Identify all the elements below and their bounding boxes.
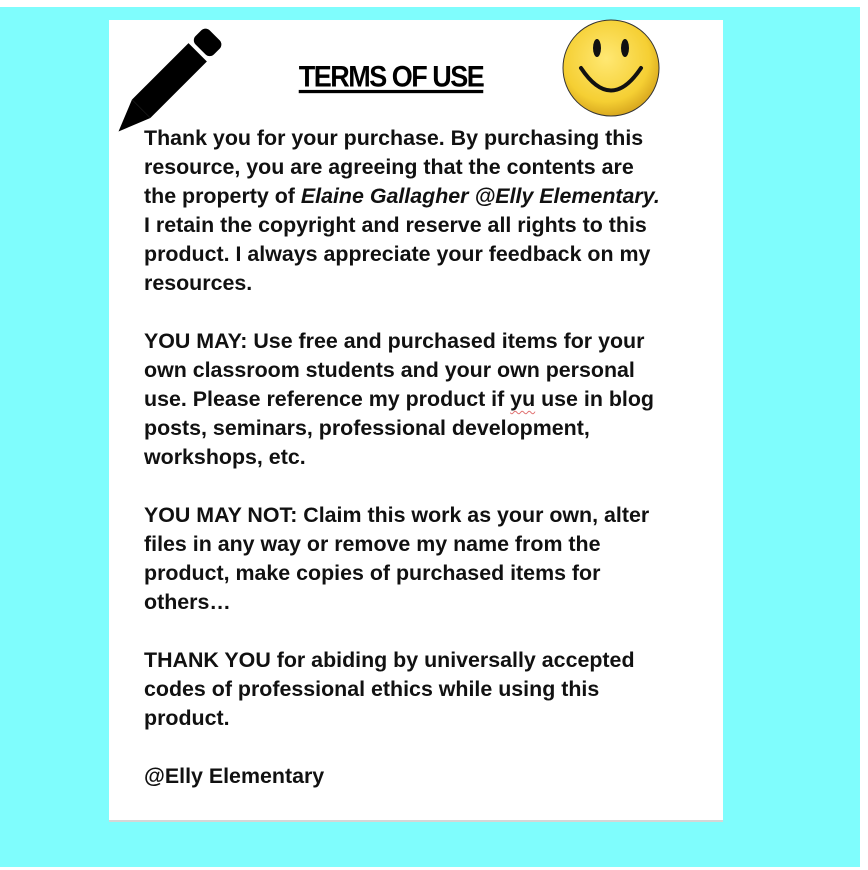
you-may-paragraph: [144, 327, 669, 472]
cyan-background: [0, 7, 860, 867]
owner-name: Elaine Gallagher @Elly Elementary.: [300, 184, 660, 208]
page-title: TERMS OF USE: [298, 60, 484, 94]
you-may-not-paragraph: YOU MAY NOT: Claim this work as your own, alter files in any way or remove my name from the product, make copies of purchased items for others…: [144, 503, 650, 614]
you-may-text: YOU MAY: Use free and purchased items for your own classroom students and your own personal use. Please reference my product if: [144, 329, 645, 411]
signature: @Elly Elementary: [144, 764, 325, 788]
terms-page: [109, 20, 723, 820]
intro-text-end: I retain the copyright and reserve all rights to this product. I always appreciate your feedback on my resources.: [144, 213, 651, 295]
terms-body: [144, 124, 669, 791]
you-may-text-end: use in blog posts, seminars, professional development, workshops, etc.: [144, 387, 654, 469]
intro-text: Thank you for your purchase. By purchasing this resource, you are agreeing that the contents are the property of: [144, 126, 644, 208]
thank-you-paragraph: THANK YOU for abiding by universally accepted codes of professional ethics while using this product.: [144, 648, 635, 730]
intro-paragraph: [144, 124, 669, 298]
spelling-error-word: yu: [510, 387, 536, 411]
